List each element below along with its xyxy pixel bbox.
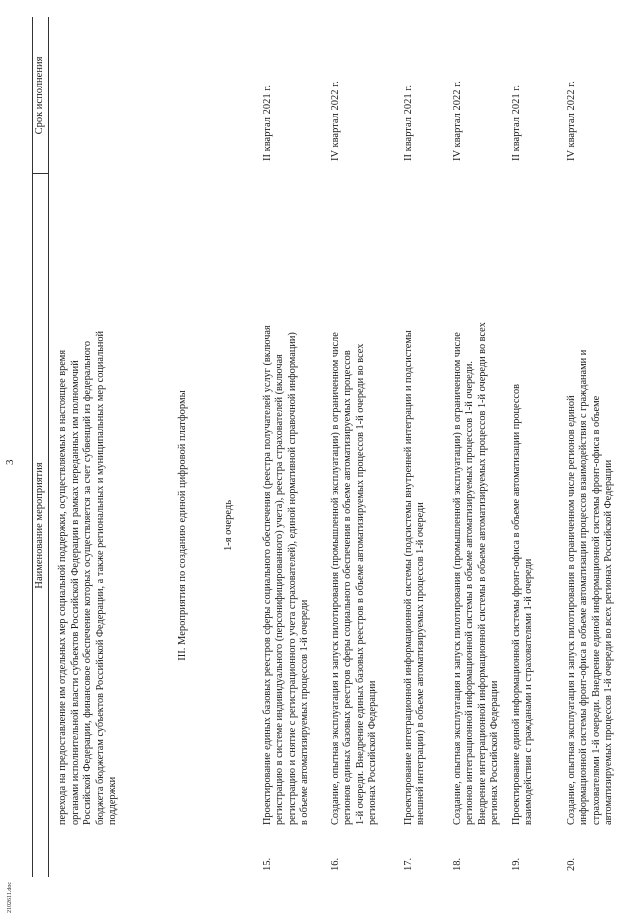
row-description-line: взаимодействия с гражданами и страхователями 1-й очереди: [523, 558, 535, 825]
row-term: IV квартал 2022 г.: [566, 81, 577, 161]
row-description-line: регионах Российской Федерации: [367, 680, 379, 825]
row-description-line: Проектирование единой информационной системы фронт-офиса в объеме автоматизации процессов: [511, 384, 522, 825]
row-number: 15.: [262, 857, 273, 871]
row-description-line: регионов интеграционной информационной системы в объеме автоматизируемых процессов 1-й очереди.: [464, 361, 476, 825]
intro-line: органами исполнительной власти субъектов Российской Федерации в рамках переданных им полномочий: [70, 360, 81, 825]
row-description-line: страхователями 1-й очереди. Внедрение единой информационной системы фронт-офиса в объеме: [590, 395, 602, 825]
row-description-line: информационной системы фронт-офиса в объеме автоматизации процессов взаимодействия с гражданами и: [578, 349, 590, 825]
column-header-name: Наименование мероприятия: [34, 462, 45, 589]
row-description-line: регистрацию и снятие с регистрационного учета страхователей), единой нормативной справочной информации): [286, 332, 298, 825]
row-description-line: Проектирование единых базовых реестров сферы социального обеспечения (реестра получателей услуг (включая: [262, 325, 273, 825]
row-description-line: регионах Российской Федерации: [489, 680, 501, 825]
row-number: 19.: [511, 857, 522, 871]
row-description-line: регионов единых базовых реестров сферы социального обеспечения в объеме автоматизируемых процессов: [342, 350, 354, 825]
row-term: II квартал 2021 г.: [403, 84, 414, 161]
subsection-title: 1-я очередь: [223, 499, 234, 552]
row-term: II квартал 2021 г.: [511, 84, 522, 161]
intro-line: бюджета бюджетам субъектов Российской Федерации, а также региональных и муниципальных мер социальной: [95, 330, 106, 825]
row-description-line: в объеме автоматизируемых процессов 1-й очереди: [299, 599, 311, 825]
page-number: 3: [4, 459, 16, 465]
row-description-line: регистрацию в системе индивидуального (персонифицированного) учета), реестра страхователей (включая: [274, 354, 286, 825]
row-term: IV квартал 2022 г.: [452, 81, 463, 161]
section-title: III. Мероприятия по созданию единой цифровой платформы: [177, 390, 188, 661]
row-term: IV квартал 2022 г.: [330, 81, 341, 161]
row-description-line: автоматизируемых процессов 1-й очереди во всех регионах Российской Федерации: [603, 459, 615, 825]
row-number: 17.: [403, 857, 414, 871]
intro-line: Российской Федерации, финансовое обеспечение которых осуществляется за счет субвенций из федерального: [82, 340, 93, 825]
footer-filename: 2102611.doc: [7, 882, 13, 913]
column-header-term: Срок исполнения: [34, 56, 45, 135]
row-term: II квартал 2021 г.: [262, 84, 273, 161]
row-description-line: 1-й очереди. Внедрение единых базовых реестров в объеме автоматизируемых процессов 1-й очереди во всех: [354, 343, 366, 825]
row-description-line: Создание, опытная эксплуатация и запуск пилотирования в ограниченном числе регионов единой: [566, 395, 577, 825]
header-top-rule: [32, 17, 33, 877]
intro-line: перехода на предоставление им отдельных мер социальной поддержки, осуществляемых в настоящее время: [57, 349, 68, 825]
header-bottom-rule: [48, 17, 49, 877]
row-description-line: Проектирование интеграционной информационной системы (подсистемы внутренней интеграции и подсистемы: [403, 330, 414, 825]
row-description-line: Создание, опытная эксплуатация и запуск пилотирования (промышленной эксплуатации) в ограниченном числе: [330, 332, 341, 825]
row-number: 16.: [330, 857, 341, 871]
row-number: 18.: [452, 857, 463, 871]
row-description-line: Внедрение интеграционной информационной системы в объеме автоматизируемых процессов 1-й очереди во всех: [476, 322, 488, 825]
row-number: 20.: [566, 857, 577, 871]
row-description-line: Создание, опытная эксплуатация и запуск пилотирования (промышленной эксплуатации) в ограниченном числе: [452, 332, 463, 825]
intro-line: поддержки: [107, 776, 118, 825]
row-description-line: внешней интеграции) в объеме автоматизируемых процессов 1-й очереди: [415, 502, 427, 825]
